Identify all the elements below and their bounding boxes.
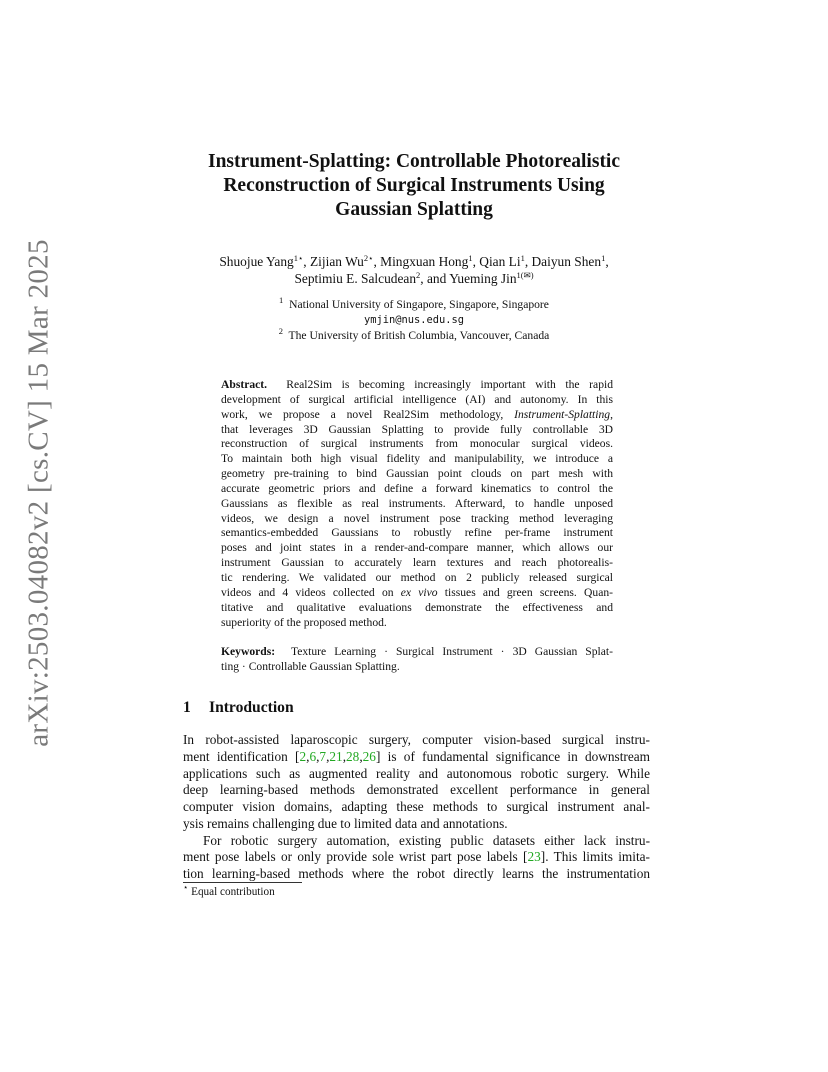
author-line-1: Shuojue Yang$^{1⋆}$, Zijian $Wu^{2⋆}$, Mingxuan Hong$^1$, Qian Li$^1$, Daiyun Shen$^1$, [219, 253, 609, 269]
abstract-line: Gaussians as flexible as real instruments. Afterward, to handle unposed [221, 496, 613, 510]
author-list [170, 253, 658, 287]
affiliation-2 [170, 328, 658, 343]
section-number: 1 [183, 699, 191, 716]
abstract-line: videos, we design a novel instrument pose tracking method leveraging [221, 511, 613, 525]
body-text [183, 732, 650, 883]
citation-link[interactable]: 21 [329, 748, 343, 764]
body-line: deep learning-based methods demonstrated excellent performance in general [183, 782, 650, 798]
author-affiliation-mark: 1 [520, 253, 525, 263]
method-name: Instrument-Splatting [514, 407, 611, 421]
body-line: In robot-assisted laparoscopic surgery, computer vision-based surgical instru- [183, 732, 650, 747]
body-line: For robotic surgery automation, existing public datasets either lack instru- [203, 832, 650, 848]
affiliations [170, 297, 658, 343]
author-affiliation-mark: 1⋆ [293, 253, 304, 263]
abstract-line: geometry pre-training to bind Gaussian point clouds on part mesh with [221, 467, 613, 481]
abstract-line: superiority of the proposed method. [221, 615, 387, 629]
author-name: Shuojue Yang [219, 254, 294, 269]
footnote [183, 882, 275, 898]
abstract-line: semantics-embedded Gaussians to robustly refine per-frame instrument [221, 526, 613, 540]
title-line-1: Instrument-Splatting: Controllable Photorealistic [207, 151, 621, 172]
abstract-line: tic rendering. We validated our method on 2 publicly released surgical [221, 570, 613, 584]
paper-title [170, 150, 658, 222]
italic-term: ex vivo [400, 585, 438, 599]
section-title: Introduction [209, 699, 294, 716]
author-line-2: Septimiu E. Salcudean$^2$, and Yueming Jin$^{1(✉)}$ [294, 270, 534, 286]
body-line: ment identification [2,6,7,21,28,26] is of fundamental significance in downstream [183, 748, 650, 764]
footnote-mark: ⋆ [183, 882, 189, 892]
body-line: computer vision domains, adapting these methods to surgical instrument anal- [183, 799, 650, 814]
author-affiliation-mark: 2⋆ [363, 253, 374, 263]
abstract-line: development of surgical artificial intelligence (AI) and autonomy. In this [221, 392, 613, 406]
email-text[interactable]: ymjin@nus.edu.sg [363, 314, 465, 326]
footnote-text: Equal contribution [191, 886, 275, 898]
citation-link[interactable]: 7 [319, 748, 327, 764]
body-line: tion learning-based methods where the robot directly learns the instrumentation [183, 866, 650, 881]
author-name: Mingxuan Hong [380, 254, 469, 269]
arxiv-identifier-text: arXiv:2503.04082v2 [cs.CV] 15 Mar 2025 [22, 239, 55, 747]
abstract-line: reconstruction of surgical instruments from monocular surgical videos. [221, 437, 613, 451]
author-name: Septimiu E. Salcudean [294, 271, 417, 286]
affiliation-number: 2 [278, 326, 283, 336]
abstract-line: accurate geometric priors and define a forward kinematics to control the [221, 481, 613, 495]
keywords-line: ting · Controllable Gaussian Splatting. [221, 659, 400, 673]
author-affiliation-mark: 1 [468, 253, 473, 263]
author-affiliation-mark: 1(✉) [516, 270, 534, 280]
title-line-3: Gaussian Splatting [335, 199, 493, 220]
abstract-line: instrument Gaussian to accurately learn textures and reach photorealis- [221, 556, 613, 570]
author-affiliation-mark: 1 [601, 253, 606, 263]
citation-link[interactable]: 6 [309, 748, 317, 764]
keywords-line: Keywords: Texture Learning · Surgical Instrument · 3D Gaussian Splat- [221, 645, 613, 658]
author-name: Zijian Wu [310, 254, 364, 269]
affiliation-text: The University of British Columbia, Vancouver, Canada [288, 329, 550, 342]
citation-link[interactable]: 26 [362, 748, 376, 764]
corresponding-email[interactable] [170, 312, 658, 328]
section-heading [183, 699, 294, 717]
keywords [221, 645, 613, 675]
abstract-line: titative and qualitative evaluations demonstrate the effectiveness and [221, 600, 613, 614]
citation-link[interactable]: 23 [527, 849, 541, 865]
keywords-label: Keywords: [221, 645, 276, 658]
abstract-line: poses and joint states in a render-and-compare manner, which allows our [221, 541, 613, 555]
body-line: ysis remains challenging due to limited data and annotations. [183, 815, 508, 831]
author-affiliation-mark: 2 [416, 270, 421, 280]
affiliation-1 [170, 297, 658, 312]
author-name: Daiyun Shen [531, 254, 602, 269]
title-line-2: Reconstruction of Surgical Instruments Using [223, 175, 605, 196]
abstract-line: work, we propose a novel Real2Sim methodology, Instrument-Splatting, [221, 407, 613, 421]
affiliation-text: National University of Singapore, Singapore, Singapore [289, 298, 549, 311]
abstract-line: that leverages 3D Gaussian Splatting to provide fully controllable 3D [221, 422, 613, 436]
abstract-line: Abstract. Real2Sim is becoming increasingly important with the rapid [221, 378, 614, 391]
citation-link[interactable]: 28 [346, 748, 360, 764]
abstract-label: Abstract. [221, 378, 268, 391]
author-name: Qian Li [479, 254, 521, 269]
body-line: ment pose labels or only provide sole wrist part pose labels [23]. This limits imita- [183, 849, 650, 865]
citation-link[interactable]: 2 [299, 748, 307, 764]
body-line: applications such as augmented reality and autonomous robotic surgery. While [183, 765, 650, 781]
abstract-line: To maintain both high visual fidelity and manipulability, we introduce a [221, 452, 613, 466]
abstract [221, 378, 613, 630]
author-name: Yueming Jin [449, 271, 517, 286]
affiliation-number: 1 [279, 295, 284, 305]
arxiv-identifier [22, 239, 55, 747]
footnote-rule [183, 882, 302, 883]
abstract-line: videos and 4 videos collected on ex vivo tissues and green screens. Quan- [221, 585, 614, 599]
